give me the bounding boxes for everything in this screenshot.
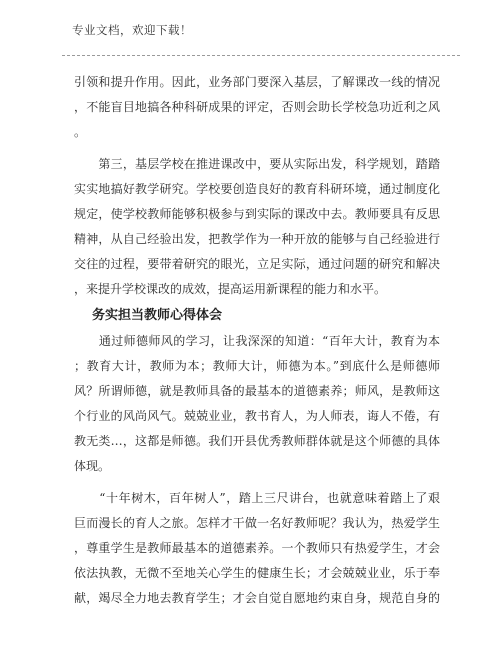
text-line: 精神，从自己经验出发，把教学作为一种开放的能够与自己经验进行 [74,232,440,246]
text-line: 。 [74,125,87,139]
paragraph-spacer [74,479,440,486]
text-line: 通过师德师风的学习，让我深深的知道：“百年大计，教育为本 [74,334,440,348]
section-title: 务实担当教师心得体会 [92,308,223,323]
text-line: 第三，基层学校在推进课改中，要从实际出发，科学规划，踏踏 [74,157,440,171]
text-line: 体现。 [74,459,111,473]
text-line: 教无类…，这都是师德。我们开县优秀教师群体就是这个师德的具体 [74,434,440,448]
text-line: 引领和提升作用。因此，业务部门要深入基层，了解课改一线的情况 [74,75,440,89]
text-line: 实实地搞好教学研究。学校要创造良好的教育科研环境，通过制度化 [74,182,440,196]
text-line: ，不能盲目地搞各种科研成果的评定，否则会助长学校急功近利之风 [74,100,440,114]
document-header: 专业文档，欢迎下载！ [72,23,192,37]
text-line: 风？所谓师德，就是教师具备的最基本的道德素养；师风，是教师这 [74,384,440,398]
text-line: 献，竭尽全力地去教育学生；才会自觉自愿地约束自身，规范自身的 [74,591,440,605]
paragraph [74,70,440,145]
paragraph [74,152,440,302]
text-line: ，来提升学校课改的成效，提高运用新课程的能力和水平。 [74,282,387,296]
text-line: 交往的过程，要带着研究的眼光，立足实际，通过问题的研究和解决 [74,257,440,271]
paragraph-spacer [74,145,440,152]
paragraph [74,486,440,611]
text-line: 规定，使学校教师能够积极参与到实际的课改中去。教师要具有反思 [74,207,440,221]
header-divider [62,55,460,56]
document-body [74,70,440,611]
text-line: ，尊重学生是教师最基本的道德素养。一个教师只有热爱学生，才会 [74,541,440,555]
text-line: 依法执教，无微不至地关心学生的健康生长；才会兢兢业业，乐于奉 [74,566,440,580]
text-line: 巨而漫长的育人之旅。怎样才干做一名好教师呢？我认为，热爱学生 [74,516,440,530]
text-line: “十年树木，百年树人”，踏上三尺讲台，也就意味着踏上了艰 [74,491,440,505]
text-line: 个行业的风尚风气。兢兢业业，教书育人，为人师表，诲人不倦，有 [74,409,440,423]
text-line: ；教育大计，教师为本；教师大计，师德为本。”到底什么是师德师 [74,359,440,373]
paragraph [74,329,440,479]
